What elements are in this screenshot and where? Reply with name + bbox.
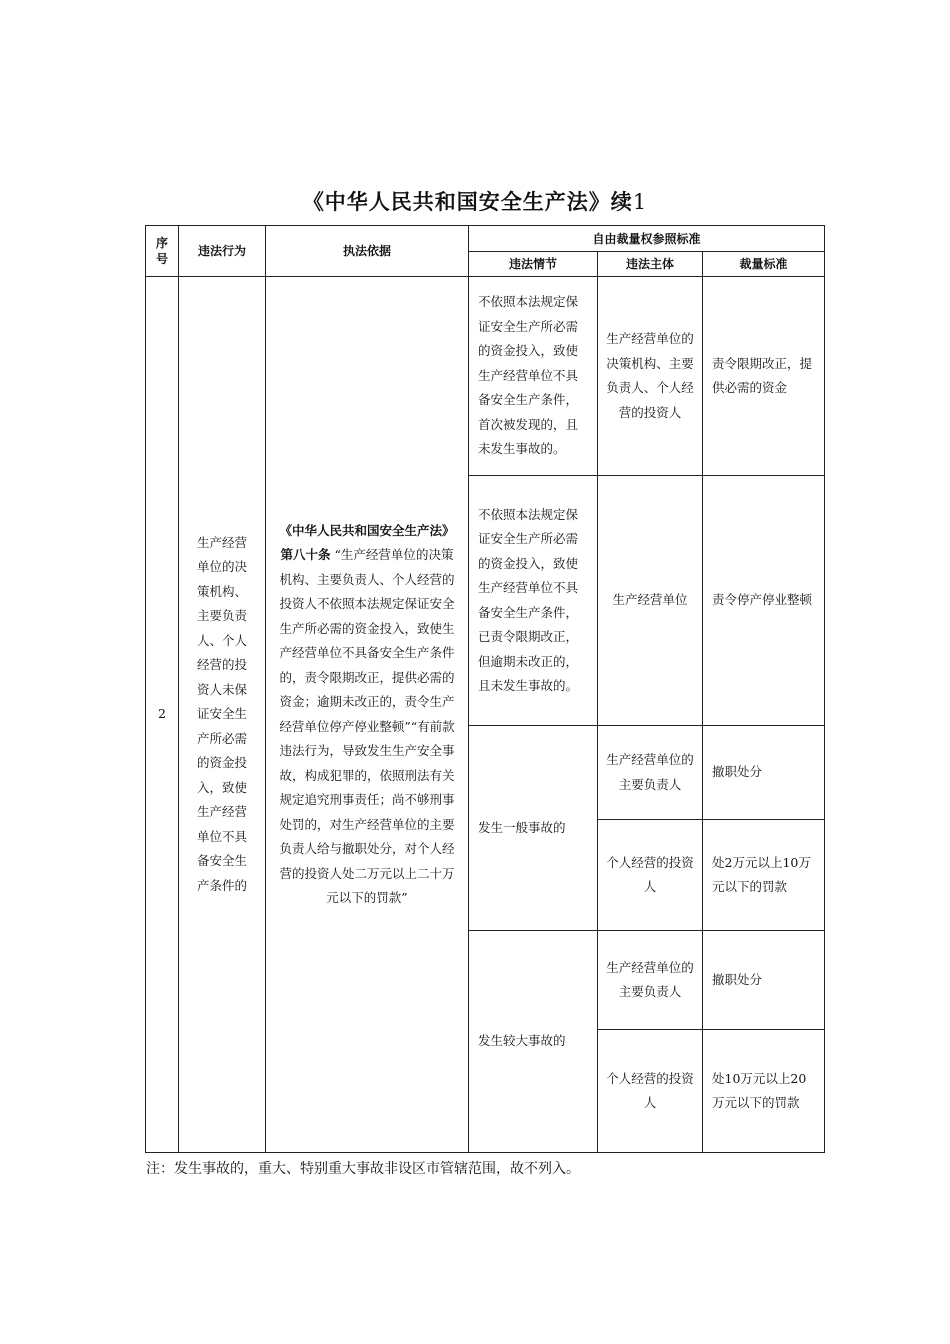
law-article-title: 《中华人民共和国安全生产法》第八十条 — [279, 522, 455, 562]
header-violation: 违法行为 — [178, 225, 266, 277]
circumstance-1: 不依照本法规定保证安全生产所必需的资金投入，致使生产经营单位不具备安全生产条件，首次被发现的，且未发生事故的。 — [468, 276, 598, 476]
row-basis — [265, 276, 469, 1153]
subject-4a: 生产经营单位的主要负责人 — [597, 930, 703, 1030]
standard-2: 责令停产停业整顿 — [702, 475, 825, 726]
footnote: 注：发生事故的，重大、特别重大事故非设区市管辖范围，故不列入。 — [146, 1161, 580, 1177]
header-seq: 序号 — [145, 225, 179, 277]
header-circumstance: 违法情节 — [468, 251, 598, 277]
circumstance-2: 不依照本法规定保证安全生产所必需的资金投入，致使生产经营单位不具备安全生产条件，已责令限期改正，但逾期未改正的，且未发生事故的。 — [468, 475, 598, 726]
standard-3a: 撤职处分 — [702, 725, 825, 820]
subject-2: 生产经营单位 — [597, 475, 703, 726]
circumstance-4: 发生较大事故的 — [468, 930, 598, 1153]
circumstance-3: 发生一般事故的 — [468, 725, 598, 931]
subject-4b: 个人经营的投资人 — [597, 1029, 703, 1153]
standard-4b: 处10万元以上20万元以下的罚款 — [702, 1029, 825, 1153]
law-article-text: “生产经营单位的决策机构、主要负责人、个人经营的投资人不依照本法规定保证安全生产所必需的资金投入，致使生产经营单位不具备安全生产条件的，责令限期改正，提供必需的资金；逾期未改正的，责令生产经营单位停产停业整顿”“有前款违法行为，导致发生生产安全事故，构成犯罪的，依照刑法有关规定追究刑事责任；尚不够刑事处罚的，对生产经营单位的主要负责人给与撤职处分，对个人经营的投资人处二万元以上二十万元以下的罚款” — [279, 547, 455, 905]
standard-3b: 处2万元以上10万元以下的罚款 — [702, 819, 825, 931]
page-title: 《中华人民共和国安全生产法》续1 — [302, 190, 648, 214]
subject-1: 生产经营单位的决策机构、主要负责人、个人经营的投资人 — [597, 276, 703, 476]
header-discretion: 自由裁量权参照标准 — [468, 225, 825, 252]
header-subject: 违法主体 — [597, 251, 703, 277]
subject-3b: 个人经营的投资人 — [597, 819, 703, 931]
standard-1: 责令限期改正，提供必需的资金 — [702, 276, 825, 476]
row-violation: 生产经营单位的决策机构、主要负责人、个人经营的投资人未保证安全生产所必需的资金投入，致使生产经营单位不具备安全生产条件的 — [178, 276, 266, 1153]
standard-4a: 撤职处分 — [702, 930, 825, 1030]
header-standard: 裁量标准 — [702, 251, 825, 277]
subject-3a: 生产经营单位的主要负责人 — [597, 725, 703, 820]
header-basis: 执法依据 — [265, 225, 469, 277]
row-seq: 2 — [145, 276, 179, 1153]
